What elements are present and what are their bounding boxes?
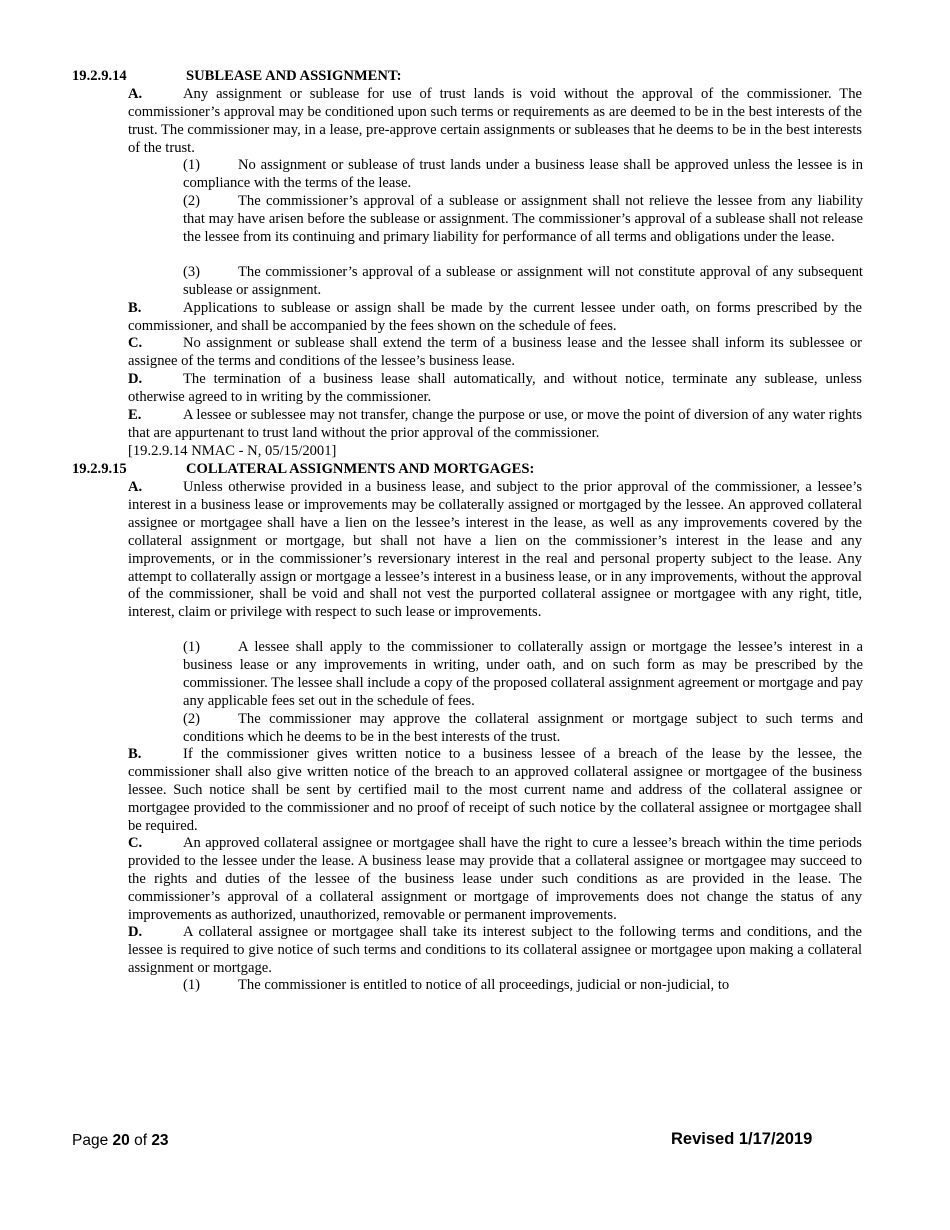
subparagraph-text: The commissioner’s approval of a sublease or assignment will not constitute approval of any subsequent sublease or assignment. (183, 264, 863, 298)
page-of: of (129, 1132, 152, 1149)
paragraph-b (128, 300, 862, 336)
paragraph-label: D. (128, 924, 143, 940)
subparagraph-number: (3) (183, 264, 201, 280)
paragraph-label: B. (128, 300, 142, 316)
paragraph-text: A lessee or sublessee may not transfer, change the purpose or use, or move the point of diversion of any water rights that are appurtenant to trust land without the prior approval of the commissioner. (128, 407, 862, 441)
section-title: SUBLEASE AND ASSIGNMENT: (186, 68, 402, 84)
subparagraph-number: (1) (183, 157, 201, 173)
subparagraph-number: (2) (183, 193, 201, 209)
total-pages: 23 (151, 1132, 169, 1149)
paragraph-d (128, 924, 862, 978)
subparagraph (183, 264, 863, 300)
paragraph-text: If the commissioner gives written notice to a business lessee of a breach of the lease by the lessee, the commissioner shall also give written notice of the breach to an approved collateral assignee or mortgagee of the business lessee. Such notice shall be sent by certified mail to the most current name and address of the collateral assignee or mortgagee provided to the commissioner and no proof of receipt of such notice by the collateral assignee or mortgagee shall be required. (128, 746, 862, 834)
subparagraph-text: The commissioner is entitled to notice of all proceedings, judicial or non-judicial, to (238, 977, 730, 993)
paragraph-text: A collateral assignee or mortgagee shall take its interest subject to the following terms and conditions, and the lessee is required to give notice of such terms and conditions to its collateral assignee or mortgagee upon making a collateral assignment or mortgage. (128, 924, 862, 976)
subparagraph (183, 157, 863, 193)
paragraph-text: An approved collateral assignee or mortgagee shall have the right to cure a lessee’s breach within the time periods provided to the lessee under the lease. A business lease may provide that a collateral assignee or mortgagee may succeed to the rights and duties of the lessee of the business lease under such conditions as are provided in the lease. The commissioner’s approval of a collateral assignment or mortgage of improvements does not change the status of any improvements as authorized, unauthorized, removable or permanent improvements. (128, 835, 862, 923)
history-note: [19.2.9.14 NMAC - N, 05/15/2001] (128, 443, 337, 459)
paragraph-label: A. (128, 86, 143, 102)
paragraph-label: A. (128, 479, 143, 495)
page-number (72, 1132, 169, 1150)
paragraph-label: D. (128, 371, 143, 387)
subparagraph-number: (1) (183, 639, 201, 655)
paragraph-text: Applications to sublease or assign shall be made by the current lessee under oath, on forms prescribed by the commissioner, and shall be accompanied by the fees shown on the schedule of fees. (128, 300, 862, 334)
subparagraph (183, 639, 863, 711)
current-page: 20 (112, 1132, 130, 1149)
subparagraph-text: No assignment or sublease of trust lands under a business lease shall be approved unless the lessee is in compliance with the terms of the lease. (183, 157, 863, 191)
subparagraph-text: A lessee shall apply to the commissioner to collaterally assign or mortgage the lessee’s interest in a business lease or any improvements in writing, under oath, and on such form as may be prescribed by the commissioner. The lessee shall include a copy of the proposed collateral assignment agreement or mortgage and pay any applicable fees set out in the schedule of fees. (183, 639, 863, 709)
paragraph-d (128, 371, 862, 407)
subparagraph (183, 977, 863, 995)
section-title: COLLATERAL ASSIGNMENTS AND MORTGAGES: (186, 461, 535, 477)
subparagraph-number: (2) (183, 711, 201, 727)
subparagraph-number: (1) (183, 977, 201, 993)
paragraph-text: No assignment or sublease shall extend the term of a business lease and the lessee shall inform its sublessee or assignee of the terms and conditions of the lessee’s business lease. (128, 335, 862, 369)
paragraph-text: Any assignment or sublease for use of trust lands is void without the approval of the commissioner. The commissioner’s approval may be conditioned upon such terms or requirements as are deemed to be in the best interests of the trust. The commissioner may, in a lease, pre-approve certain assignments or subleases that he deems to be in the best interests of the trust. (128, 86, 862, 156)
paragraph-label: C. (128, 335, 143, 351)
paragraph-label: E. (128, 407, 142, 423)
subparagraph-text: The commissioner’s approval of a sublease or assignment shall not relieve the lessee from any liability that may have arisen before the sublease or assignment. The commissioner’s approval of a sublease shall not release the lessee from its continuing and primary liability for performance of all terms and obligations under the lease. (183, 193, 863, 245)
paragraph-b (128, 746, 862, 836)
section-number: 19.2.9.15 (72, 461, 127, 477)
revision-date: Revised 1/17/2019 (671, 1130, 813, 1148)
paragraph-a (128, 86, 862, 158)
subparagraph-text: The commissioner may approve the collateral assignment or mortgage subject to such terms and conditions which he deems to be in the best interests of the trust. (183, 711, 863, 745)
section-heading (72, 461, 534, 479)
paragraph-a (128, 479, 862, 622)
paragraph-e (128, 407, 862, 443)
paragraph-text: Unless otherwise provided in a business lease, and subject to the prior approval of the commissioner, a lessee’s interest in a business lease or improvements may be collaterally assigned or mortgaged by the lessee. An approved collateral assignee or mortgagee shall have a lien on the lessee’s interest in the lease, as well as any improvements covered by the collateral assignment or mortgage, but shall not have a lien on the commissioner’s interest in the lease and any improvements, or in the commissioner’s reversionary interest in the real and personal property subject to the lease. Any attempt to collaterally assign or mortgage a lessee’s interest in a business lease, or in any improvements, without the approval of the commissioner, shall be void and shall not vest the purported collateral assignee or mortgagee with any right, title, interest, claim or privilege with respect to such lease or improvements. (128, 479, 862, 621)
paragraph-label: C. (128, 835, 143, 851)
paragraph-c (128, 335, 862, 371)
page-prefix: Page (72, 1132, 113, 1149)
subparagraph (183, 711, 863, 747)
subparagraph (183, 193, 863, 247)
paragraph-text: The termination of a business lease shall automatically, and without notice, terminate any sublease, unless otherwise agreed to in writing by the commissioner. (128, 371, 862, 405)
paragraph-c (128, 835, 862, 925)
section-number: 19.2.9.14 (72, 68, 127, 84)
section-heading (72, 68, 401, 86)
paragraph-label: B. (128, 746, 142, 762)
